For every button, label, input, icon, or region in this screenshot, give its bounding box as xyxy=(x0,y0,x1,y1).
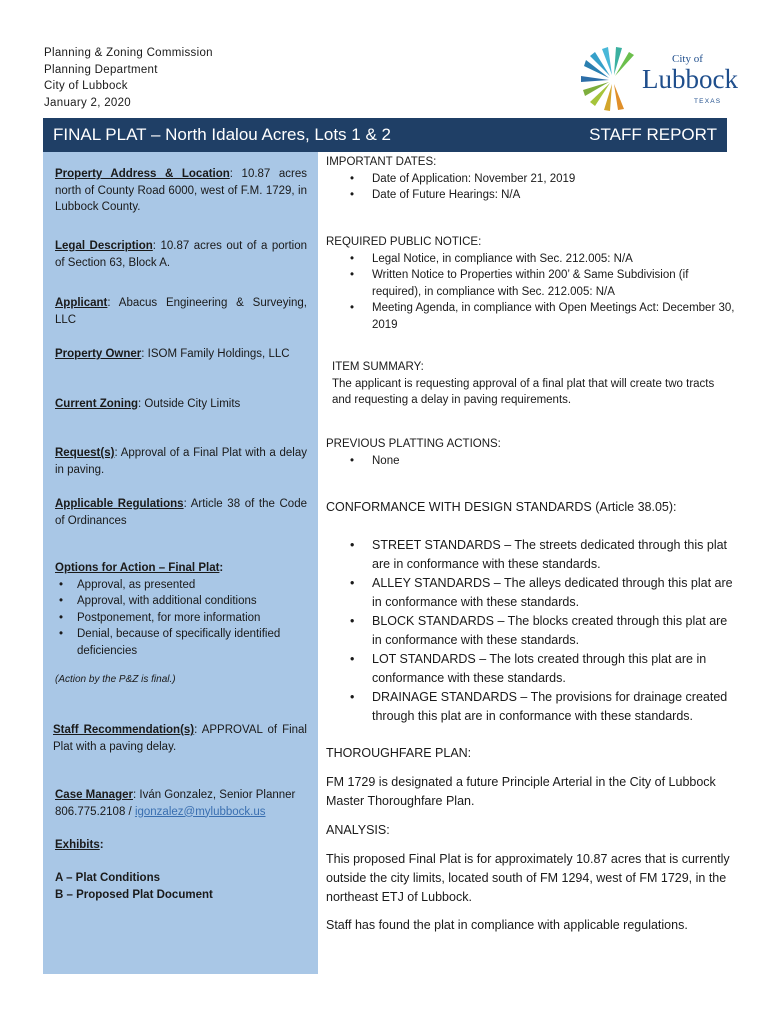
regulations-value: : Article 38 of the Code of Ordinances xyxy=(55,498,307,527)
important-dates-heading: IMPORTANT DATES: xyxy=(326,156,437,168)
header-date: January 2, 2020 xyxy=(44,96,131,109)
item-summary-heading: ITEM SUMMARY: xyxy=(332,361,424,373)
current-zoning-value: : Outside City Limits xyxy=(138,398,241,410)
exhibits-list xyxy=(55,870,307,903)
previous-actions-section xyxy=(326,436,736,469)
exhibits-section xyxy=(55,837,307,854)
staff-recommendation-label: Staff Recommendation(s) xyxy=(53,724,195,736)
legal-description-section xyxy=(55,238,307,271)
request-section xyxy=(55,445,307,478)
public-notice-section xyxy=(326,234,736,333)
logo-city-of: City of xyxy=(672,53,703,65)
previous-actions-heading: PREVIOUS PLATTING ACTIONS: xyxy=(326,438,501,450)
current-zoning-label: Current Zoning xyxy=(55,398,139,410)
list-item: • Date of Application: November 21, 2019 xyxy=(372,171,736,188)
options-list xyxy=(55,577,307,660)
case-manager-email-link[interactable]: igonzalez@mylubbock.us xyxy=(134,805,266,818)
request-label: Request(s) xyxy=(55,447,115,459)
list-item: • Approval, as presented xyxy=(77,577,307,594)
options-colon: : xyxy=(219,562,224,574)
property-owner-label: Property Owner xyxy=(55,348,142,360)
important-dates-section xyxy=(326,154,736,204)
city-of-lubbock-logo xyxy=(578,44,738,110)
thoroughfare-text: FM 1729 is designated a future Principle Arterial in the City of Lubbock Master Thoroughfare Plan. xyxy=(326,775,716,808)
exhibits-label: Exhibits xyxy=(55,839,100,851)
list-item: • LOT STANDARDS – The lots created through this plat are in conformance with these standards. xyxy=(372,650,736,688)
list-item: • Meeting Agenda, in compliance with Open Meetings Act: December 30, 2019 xyxy=(372,300,736,333)
important-dates-list xyxy=(326,171,736,204)
list-item: • ALLEY STANDARDS – The alleys dedicated through this plat are in conformance with these standards. xyxy=(372,574,736,612)
header-city: City of Lubbock xyxy=(44,80,128,92)
case-manager-section xyxy=(55,787,307,820)
list-item: • Approval, with additional conditions xyxy=(77,593,307,610)
analysis-heading: ANALYSIS: xyxy=(326,823,390,837)
report-header xyxy=(44,45,213,111)
applicant-section xyxy=(55,295,307,328)
list-item: • DRAINAGE STANDARDS – The provisions for drainage created through this plat are in conformance with these standards. xyxy=(372,688,736,726)
list-item: • None xyxy=(372,453,736,470)
conformance-section xyxy=(326,536,736,726)
list-item: • STREET STANDARDS – The streets dedicated through this plat are in conformance with these standards. xyxy=(372,536,736,574)
staff-recommendation-section xyxy=(53,722,307,755)
property-address-section xyxy=(55,166,307,216)
applicant-label: Applicant xyxy=(55,297,108,309)
staff-recommendation-value: : APPROVAL of Final Plat with a paving delay. xyxy=(53,724,307,753)
staff-report-label: STAFF REPORT xyxy=(589,125,717,144)
public-notice-list xyxy=(326,251,736,334)
options-label: Options for Action – Final Plat xyxy=(55,562,220,574)
regulations-section xyxy=(55,496,307,529)
options-section xyxy=(55,560,307,659)
property-address-value: : 10.87 acres north of County Road 6000, west of F.M. 1729, in Lubbock County. xyxy=(55,168,308,213)
exhibits-colon: : xyxy=(99,839,104,851)
conformance-heading: CONFORMANCE WITH DESIGN STANDARDS (Article 38.05): xyxy=(326,500,677,514)
list-item: • Legal Notice, in compliance with Sec. 212.005: N/A xyxy=(372,251,736,268)
item-summary-section xyxy=(332,359,722,409)
legal-description-value: : 10.87 acres out of a portion of Section 63, Block A. xyxy=(55,240,307,269)
logo-texas: TEXAS xyxy=(694,98,722,105)
property-owner-section xyxy=(55,346,307,363)
current-zoning-section xyxy=(55,396,307,413)
report-title: FINAL PLAT – North Idalou Acres, Lots 1 & 2 xyxy=(53,125,391,144)
sunburst-icon xyxy=(578,44,738,110)
staff-finding-text: Staff has found the plat in compliance with applicable regulations. xyxy=(326,918,688,932)
previous-actions-list xyxy=(326,453,736,470)
applicant-value: : Abacus Engineering & Surveying, LLC xyxy=(55,297,307,326)
list-item: • Denial, because of specifically identified deficiencies xyxy=(77,626,307,659)
analysis-text: This proposed Final Plat is for approximately 10.87 acres that is currently outside the city limits, located south of FM 1294, west of FM 1729, in the northeast ETJ of Lubbock. xyxy=(326,852,730,904)
case-manager-phone: 806.775.2108 / xyxy=(55,805,135,818)
thoroughfare-heading: THOROUGHFARE PLAN: xyxy=(326,746,472,760)
title-bar xyxy=(43,118,727,152)
exhibit-b: B – Proposed Plat Document xyxy=(55,888,213,901)
header-department: Planning Department xyxy=(44,63,158,76)
logo-lubbock: Lubbock xyxy=(642,64,738,94)
header-commission: Planning & Zoning Commission xyxy=(44,47,213,59)
legal-description-label: Legal Description xyxy=(55,240,153,252)
item-summary-text: The applicant is requesting approval of a final plat that will create two tracts and requesting a delay in paving requirements. xyxy=(332,377,715,406)
case-manager-value: : Iván Gonzalez, Senior Planner xyxy=(132,789,296,801)
regulations-label: Applicable Regulations xyxy=(55,498,184,510)
conformance-list xyxy=(326,536,736,726)
request-value: : Approval of a Final Plat with a delay in paving. xyxy=(55,447,307,476)
exhibit-a: A – Plat Conditions xyxy=(55,872,160,884)
property-address-label: Property Address & Location xyxy=(55,168,230,180)
case-manager-label: Case Manager xyxy=(55,789,133,801)
list-item: • Date of Future Hearings: N/A xyxy=(372,187,736,204)
list-item: • BLOCK STANDARDS – The blocks created through this plat are in conformance with these standards. xyxy=(372,612,736,650)
list-item: • Postponement, for more information xyxy=(77,610,307,627)
public-notice-heading: REQUIRED PUBLIC NOTICE: xyxy=(326,236,482,248)
property-owner-value: : ISOM Family Holdings, LLC xyxy=(141,348,290,360)
action-note: (Action by the P&Z is final.) xyxy=(55,674,176,685)
list-item: • Written Notice to Properties within 200’ & Same Subdivision (if required), in compliance with Sec. 212.005: N/A xyxy=(372,267,736,300)
